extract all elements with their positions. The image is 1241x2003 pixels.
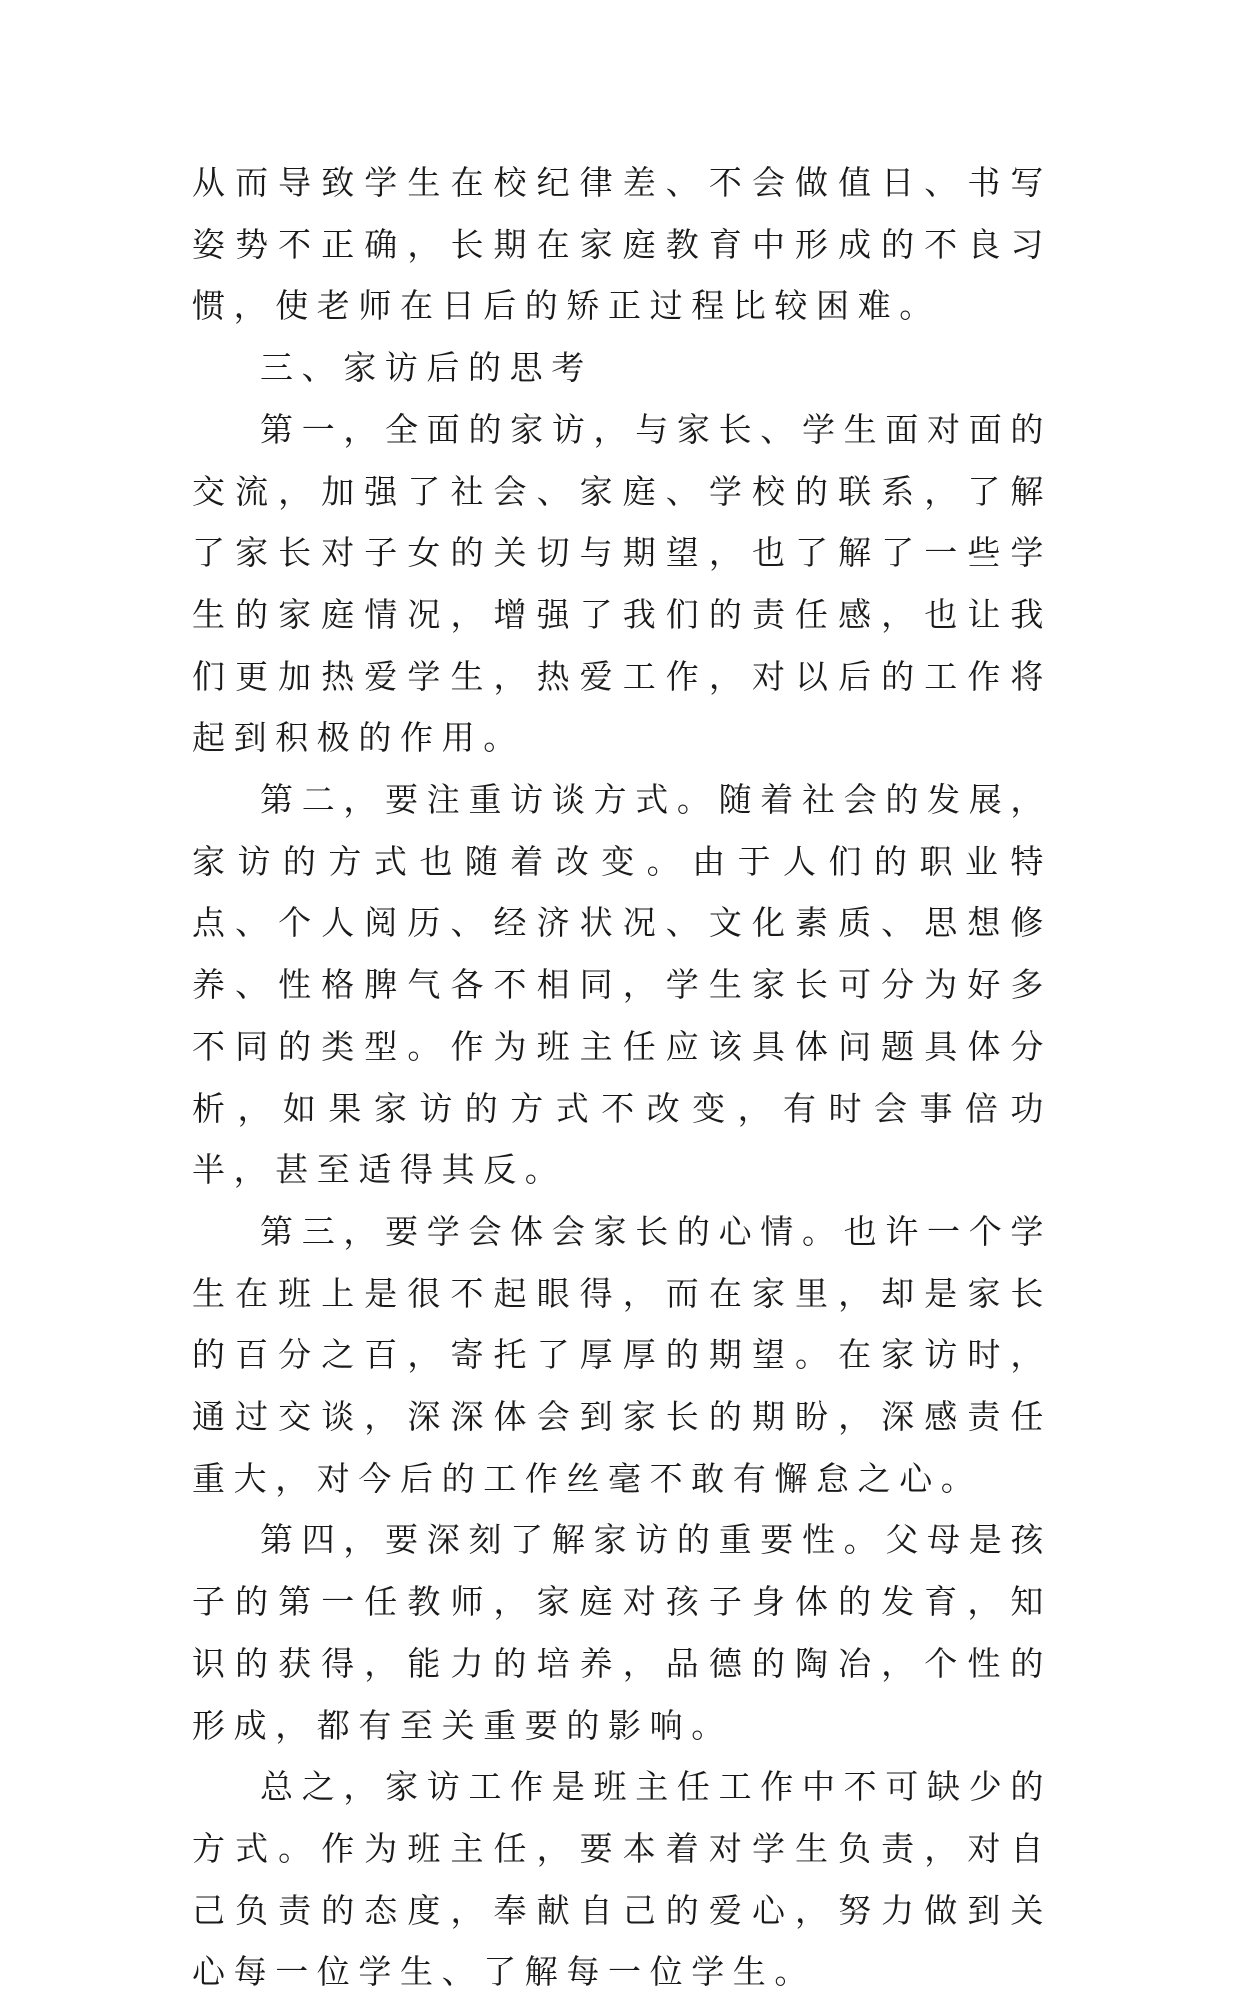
paragraph-second-point: 第二，要注重访谈方式。随着社会的发展，家访的方式也随着改变。由于人们的职业特点、个人阅历、经济状况、文化素质、思想修养、性格脾气各不相同，学生家长可分为好多不同的类型。作为班主任应该具体问题具体分析，如果家访的方式不改变，有时会事倍功半，甚至适得其反。 (192, 780, 1052, 1190)
paragraph-first-point: 第一，全面的家访，与家长、学生面对面的交流，加强了社会、家庭、学校的联系，了解了家长对子女的关切与期望，也了解了一些学生的家庭情况，增强了我们的责任感，也让我们更加热爱学生，热爱工作，对以后的工作将起到积极的作用。 (192, 409, 1052, 758)
document-body (192, 152, 1052, 2003)
paragraph-third-point: 第三，要学会体会家长的心情。也许一个学生在班上是很不起眼得，而在家里，却是家长的百分之百，寄托了厚厚的期望。在家访时，通过交谈，深深体会到家长的期盼，深感责任重大，对今后的工作丝毫不敢有懈怠之心。 (192, 1211, 1052, 1498)
paragraph-continuation: 从而导致学生在校纪律差、不会做值日、书写姿势不正确，长期在家庭教育中形成的不良习惯，使老师在日后的矫正过程比较困难。 (192, 163, 1052, 326)
paragraph-conclusion: 总之，家访工作是班主任工作中不可缺少的方式。作为班主任，要本着对学生负责，对自己负责的态度，奉献自己的爱心，努力做到关心每一位学生、了解每一位学生。 (192, 1767, 1052, 1992)
paragraph-fourth-point: 第四，要深刻了解家访的重要性。父母是孩子的第一任教师，家庭对孩子身体的发育，知识的获得，能力的培养，品德的陶冶，个性的形成，都有至关重要的影响。 (192, 1520, 1052, 1745)
section-heading-reflections: 三、家访后的思考 (260, 348, 593, 388)
